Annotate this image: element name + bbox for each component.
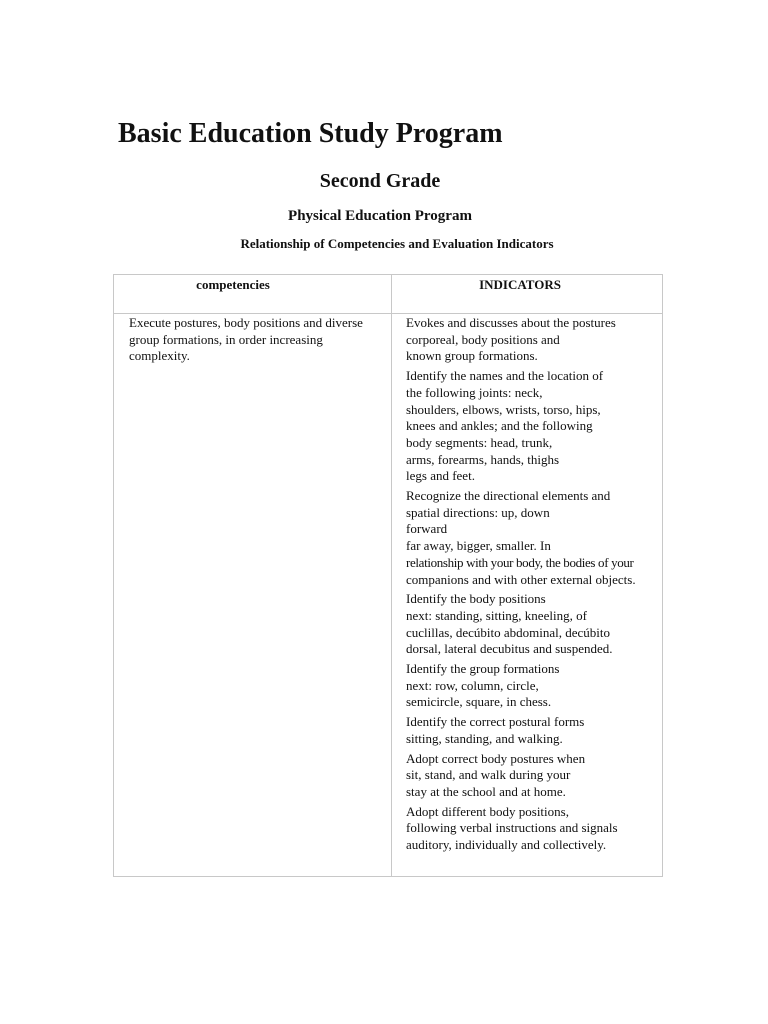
indicators-cell	[406, 315, 676, 857]
indicator-line: cuclillas, decúbito abdominal, decúbito	[406, 624, 610, 640]
indicator-line: Identify the body positions	[406, 591, 546, 607]
indicator-line: spatial directions: up, down	[406, 504, 550, 520]
grade-heading: Second Grade	[319, 170, 441, 192]
column-divider	[391, 275, 392, 876]
indicators-header: INDICATORS	[479, 277, 561, 292]
indicator-line: corporeal, body positions and	[406, 331, 560, 347]
indicator-item	[406, 591, 676, 658]
indicator-line: next: standing, sitting, kneeling, of	[406, 607, 587, 623]
indicator-line: Identify the names and the location of	[406, 368, 604, 384]
competency-cell: Execute postures, body positions and diverse group formations, in order increasing complexity.	[129, 315, 363, 363]
indicator-item	[406, 751, 676, 801]
indicator-line: relationship with your body, the bodies of your	[406, 554, 634, 570]
header-divider	[114, 313, 662, 314]
indicator-line: Recognize the directional elements and	[406, 488, 611, 504]
indicator-line: semicircle, square, in chess.	[406, 694, 552, 710]
indicator-item	[406, 714, 676, 747]
competencies-indicators-table	[113, 274, 663, 877]
indicator-line: following verbal instructions and signals	[406, 820, 618, 836]
indicator-item	[406, 488, 676, 588]
indicator-line: companions and with other external objects.	[406, 571, 636, 587]
indicator-line: Adopt different body positions,	[406, 803, 569, 819]
indicator-line: the following joints: neck,	[406, 384, 543, 400]
indicator-line: sit, stand, and walk during your	[406, 767, 571, 783]
indicator-item	[406, 368, 676, 485]
indicator-line: shoulders, elbows, wrists, torso, hips,	[406, 401, 601, 417]
document-title: Basic Education Study Program	[118, 118, 503, 149]
indicator-line: Identify the group formations	[406, 661, 560, 677]
indicator-line: sitting, standing, and walking.	[406, 730, 563, 746]
indicator-item	[406, 315, 676, 365]
indicator-line: legs and feet.	[406, 468, 475, 484]
indicator-line: stay at the school and at home.	[406, 783, 566, 799]
indicator-line: next: row, column, circle,	[406, 677, 539, 693]
indicator-line: body segments: head, trunk,	[406, 434, 553, 450]
indicator-line: forward	[406, 521, 448, 537]
indicator-line: dorsal, lateral decubitus and suspended.	[406, 641, 613, 657]
indicator-line: far away, bigger, smaller. In	[406, 538, 551, 554]
indicator-line: knees and ankles; and the following	[406, 418, 593, 434]
competencies-header: competencies	[196, 277, 270, 292]
program-heading: Physical Education Program	[288, 208, 472, 224]
indicator-item	[406, 804, 676, 854]
indicator-line: auditory, individually and collectively.	[406, 837, 607, 853]
indicator-line: arms, forearms, hands, thighs	[406, 451, 560, 467]
indicator-line: Evokes and discusses about the postures	[406, 315, 616, 330]
indicator-line: Identify the correct postural forms	[406, 714, 585, 730]
relationship-heading: Relationship of Competencies and Evaluation Indicators	[240, 236, 554, 251]
indicator-line: known group formations.	[406, 348, 538, 364]
indicator-item	[406, 661, 676, 711]
indicator-line: Adopt correct body postures when	[406, 750, 586, 766]
